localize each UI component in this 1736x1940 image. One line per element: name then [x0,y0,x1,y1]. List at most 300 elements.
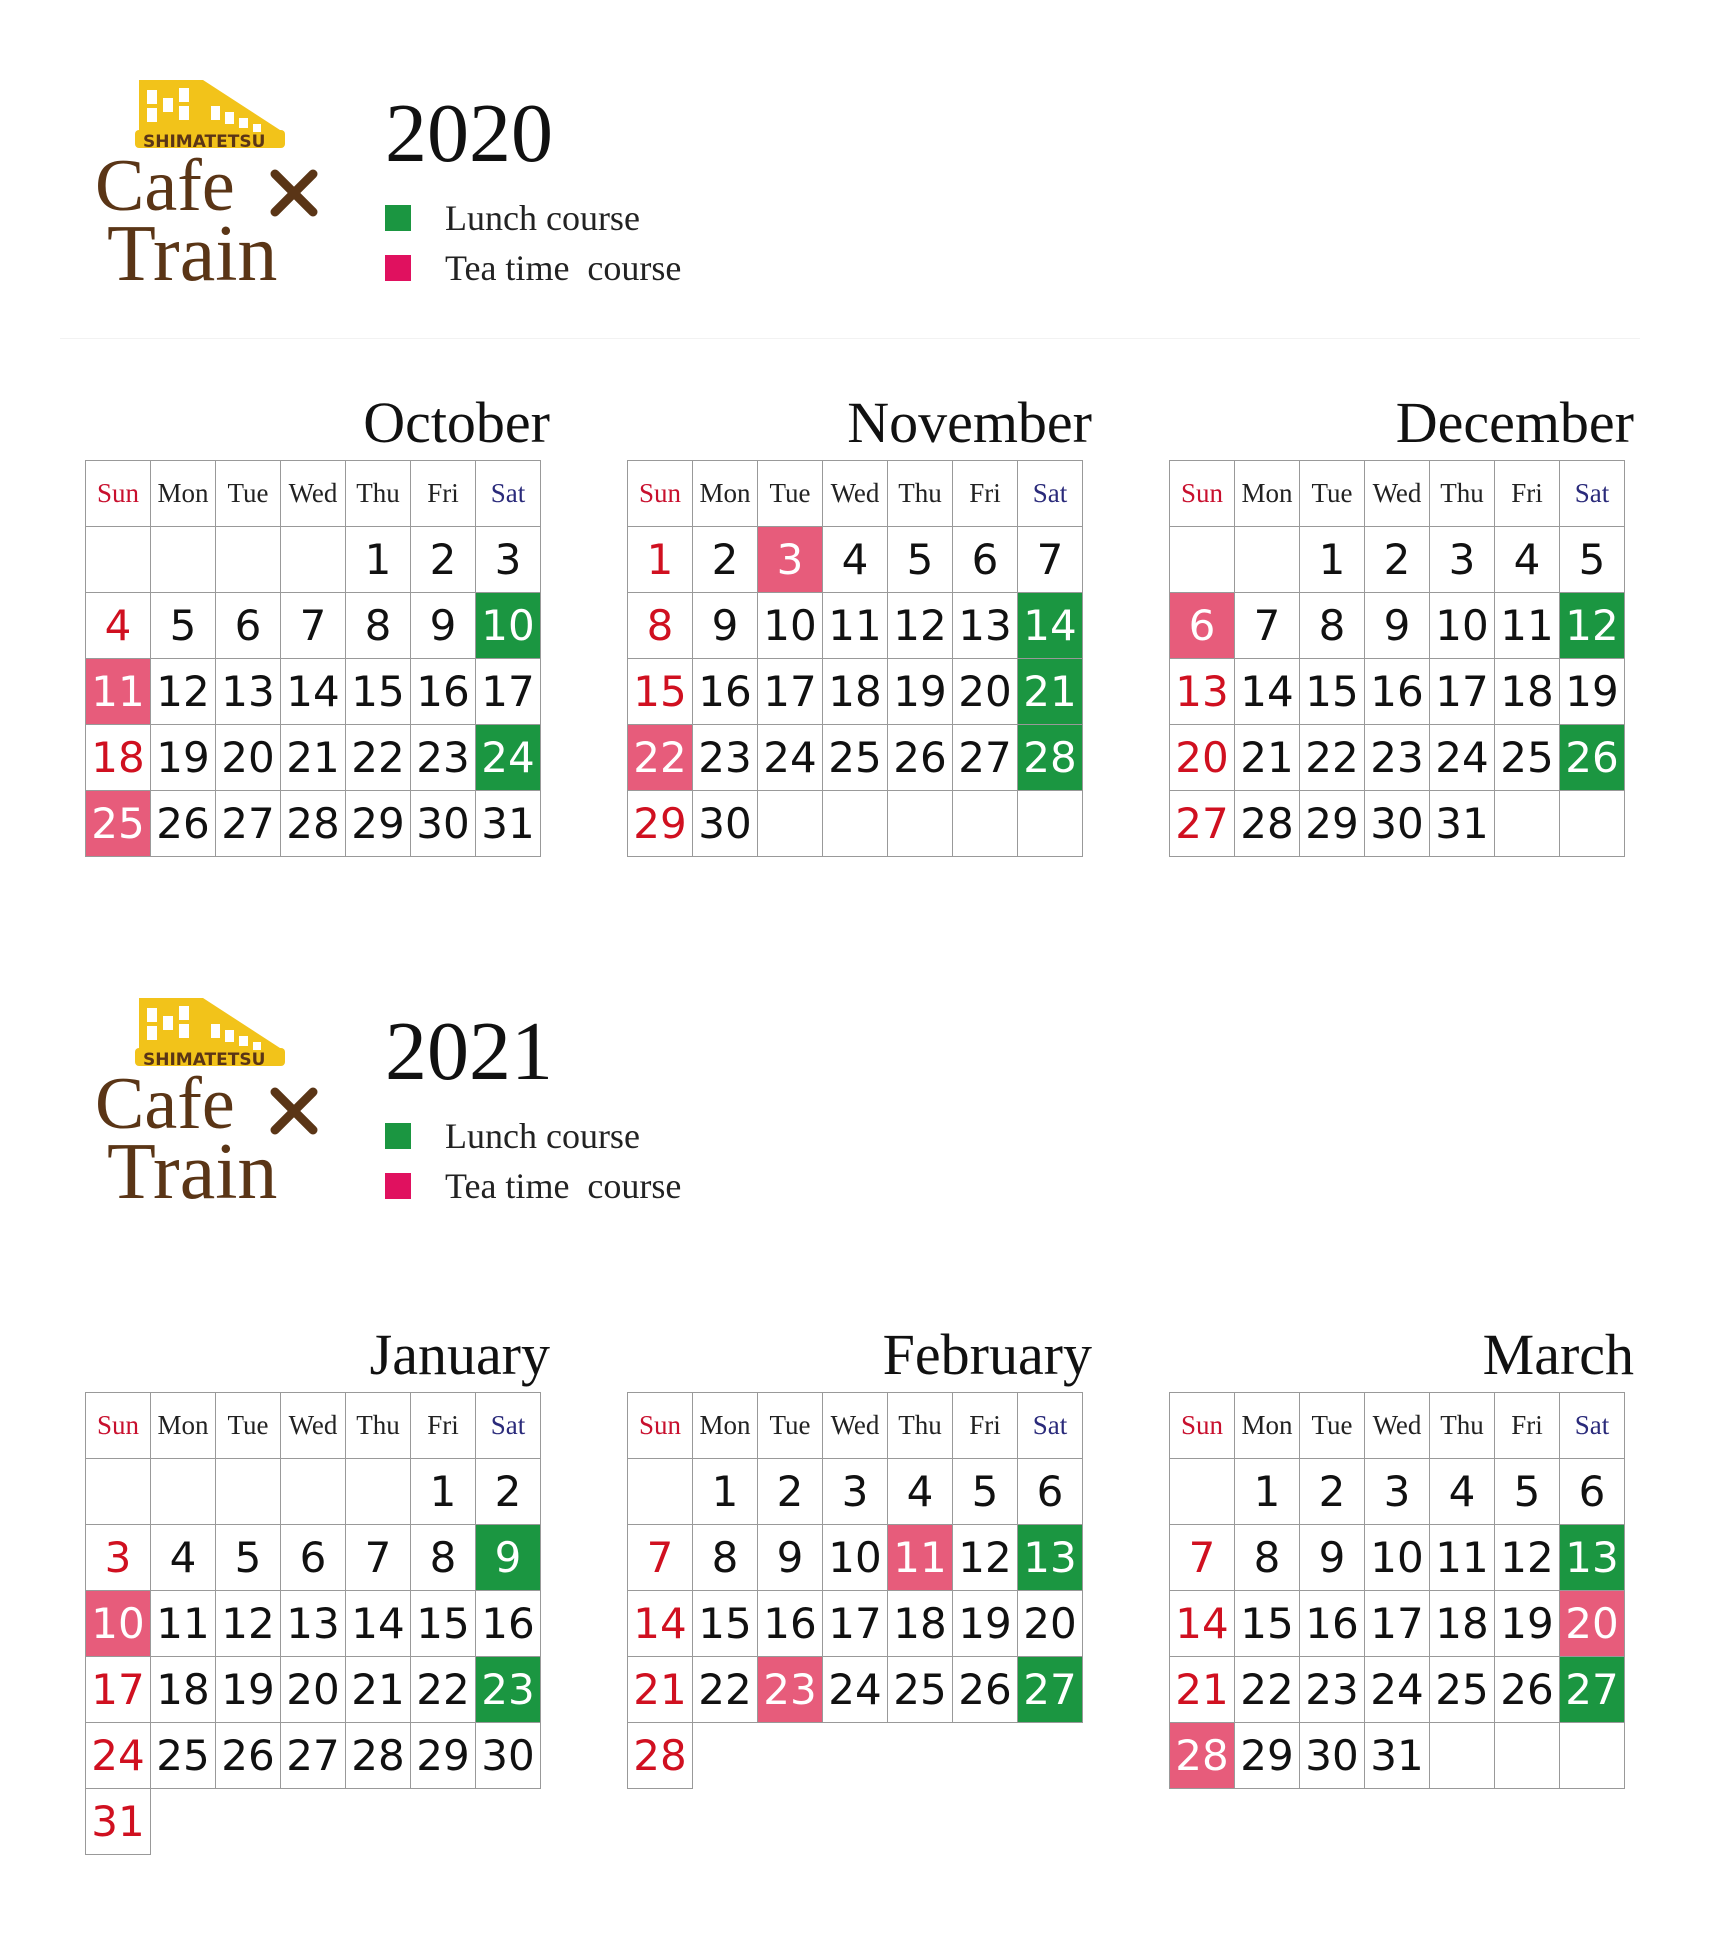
day-cell: 22 [693,1657,758,1723]
day-cell: 5 [216,1525,281,1591]
day-cell: 17 [1430,659,1495,725]
empty-day-cell [281,527,346,593]
svg-text:Train: Train [107,1128,278,1216]
section-header [0,0,1736,300]
empty-space [281,1789,346,1855]
day-cell: 8 [346,593,411,659]
empty-day-cell [86,1459,151,1525]
legend-lunch-label: Lunch course [445,1116,640,1156]
day-cell: 25 [86,791,151,857]
day-cell: 17 [476,659,541,725]
day-cell: 11 [888,1525,953,1591]
year-title: 2020 [385,87,553,180]
day-cell: 17 [1365,1591,1430,1657]
day-cell: 25 [823,725,888,791]
day-cell: 1 [1300,527,1365,593]
weekday-header: Sat [476,1393,541,1459]
weekday-header: Wed [1365,461,1430,527]
day-cell: 14 [628,1591,693,1657]
day-cell: 24 [758,725,823,791]
day-cell: 18 [86,725,151,791]
weekday-header: Fri [411,1393,476,1459]
weekday-header: Thu [888,1393,953,1459]
day-cell: 17 [86,1657,151,1723]
weekday-header: Wed [1365,1393,1430,1459]
weekday-header: Wed [823,1393,888,1459]
weekday-header: Mon [1235,1393,1300,1459]
empty-day-cell [1170,527,1235,593]
day-cell: 14 [1235,659,1300,725]
empty-day-cell [216,527,281,593]
month-name: October [363,390,550,455]
day-cell: 26 [1495,1657,1560,1723]
day-cell: 31 [476,791,541,857]
weekday-header: Mon [693,461,758,527]
empty-day-cell [1018,791,1083,857]
empty-day-cell [1495,791,1560,857]
calendar-grid [1169,1392,1625,1789]
weekday-header: Thu [888,461,953,527]
week-row [1170,1459,1625,1525]
svg-text:Train: Train [107,210,278,298]
day-cell: 7 [628,1525,693,1591]
empty-space [888,1723,953,1789]
day-cell: 2 [476,1459,541,1525]
day-cell: 21 [281,725,346,791]
empty-space [411,1789,476,1855]
empty-day-cell [628,1459,693,1525]
day-cell: 12 [216,1591,281,1657]
empty-day-cell [888,791,953,857]
empty-day-cell [1235,527,1300,593]
logo-train-icon [85,70,355,320]
week-row [86,791,541,857]
weekday-header: Tue [758,461,823,527]
week-row [86,1459,541,1525]
day-cell: 29 [411,1723,476,1789]
empty-day-cell [216,1459,281,1525]
day-cell: 18 [1430,1591,1495,1657]
week-row [628,725,1083,791]
day-cell: 9 [693,593,758,659]
day-cell: 17 [823,1591,888,1657]
day-cell: 27 [1170,791,1235,857]
day-cell: 9 [1365,593,1430,659]
week-row [86,659,541,725]
section-header [0,918,1736,1218]
day-cell: 3 [86,1525,151,1591]
month-name: December [1395,390,1634,455]
week-row [1170,527,1625,593]
day-cell: 15 [1235,1591,1300,1657]
cafe-train-logo [85,70,355,320]
week-row [628,1591,1083,1657]
day-cell: 3 [823,1459,888,1525]
week-row [628,1525,1083,1591]
day-cell: 9 [476,1525,541,1591]
weekday-header: Fri [411,461,476,527]
day-cell: 22 [1235,1657,1300,1723]
calendar-grid [1169,460,1625,857]
week-row [86,593,541,659]
day-cell: 7 [346,1525,411,1591]
day-cell: 23 [411,725,476,791]
day-cell: 9 [1300,1525,1365,1591]
day-cell: 22 [1300,725,1365,791]
day-cell: 24 [1430,725,1495,791]
weekday-header: Thu [1430,461,1495,527]
day-cell: 1 [1235,1459,1300,1525]
week-row [1170,1525,1625,1591]
day-cell: 28 [346,1723,411,1789]
empty-day-cell [758,791,823,857]
day-cell: 27 [953,725,1018,791]
day-cell: 28 [628,1723,693,1789]
day-cell: 4 [1495,527,1560,593]
svg-text:SHIMATETSU: SHIMATETSU [143,1050,266,1070]
weekday-header: Sun [1170,1393,1235,1459]
month-name: January [369,1322,550,1387]
svg-text:Cafe: Cafe [95,1063,235,1145]
day-cell: 4 [823,527,888,593]
day-cell: 3 [758,527,823,593]
empty-day-cell [346,1459,411,1525]
empty-day-cell [1495,1723,1560,1789]
empty-space [346,1789,411,1855]
day-cell: 21 [628,1657,693,1723]
week-row [628,527,1083,593]
day-cell: 6 [281,1525,346,1591]
weekday-header: Tue [216,1393,281,1459]
day-cell: 18 [151,1657,216,1723]
day-cell: 2 [411,527,476,593]
weekday-header: Thu [346,1393,411,1459]
day-cell: 2 [693,527,758,593]
empty-space [953,1723,1018,1789]
day-cell: 24 [476,725,541,791]
day-cell: 26 [953,1657,1018,1723]
day-cell: 14 [346,1591,411,1657]
day-cell: 13 [1170,659,1235,725]
day-cell: 8 [411,1525,476,1591]
day-cell: 2 [1300,1459,1365,1525]
day-cell: 27 [281,1723,346,1789]
day-cell: 29 [1300,791,1365,857]
day-cell: 19 [888,659,953,725]
day-cell: 26 [216,1723,281,1789]
day-cell: 17 [758,659,823,725]
day-cell: 15 [693,1591,758,1657]
day-cell: 27 [216,791,281,857]
lunch-swatch [385,1123,411,1149]
logo-train-icon [85,988,355,1238]
day-cell: 4 [1430,1459,1495,1525]
legend-lunch [385,200,640,236]
day-cell: 6 [1560,1459,1625,1525]
empty-space [476,1789,541,1855]
weekday-header: Sat [1560,1393,1625,1459]
day-cell: 30 [411,791,476,857]
weekday-header: Sat [476,461,541,527]
day-cell: 13 [953,593,1018,659]
month-name: February [882,1322,1092,1387]
day-cell: 15 [411,1591,476,1657]
day-cell: 6 [1018,1459,1083,1525]
weekday-header: Wed [823,461,888,527]
day-cell: 14 [281,659,346,725]
day-cell: 7 [281,593,346,659]
day-cell: 30 [693,791,758,857]
day-cell: 21 [1235,725,1300,791]
legend-tea-label: Tea time course [445,1166,682,1206]
day-cell: 29 [628,791,693,857]
day-cell: 28 [281,791,346,857]
day-cell: 12 [1495,1525,1560,1591]
day-cell: 25 [888,1657,953,1723]
calendar-grid [85,1392,541,1855]
day-cell: 31 [1365,1723,1430,1789]
day-cell: 20 [1170,725,1235,791]
week-row [86,1591,541,1657]
day-cell: 10 [476,593,541,659]
day-cell: 15 [346,659,411,725]
day-cell: 29 [346,791,411,857]
day-cell: 11 [151,1591,216,1657]
day-cell: 8 [628,593,693,659]
day-cell: 27 [1018,1657,1083,1723]
svg-text:SHIMATETSU: SHIMATETSU [143,132,266,152]
day-cell: 21 [1018,659,1083,725]
day-cell: 19 [1560,659,1625,725]
day-cell: 30 [1365,791,1430,857]
weekday-header: Tue [1300,1393,1365,1459]
weekday-header: Tue [216,461,281,527]
legend-tea [385,1168,681,1204]
day-cell: 8 [693,1525,758,1591]
weekday-header: Thu [1430,1393,1495,1459]
day-cell: 7 [1018,527,1083,593]
day-cell: 5 [1495,1459,1560,1525]
weekday-header-row [86,1393,541,1459]
weekday-header: Sat [1018,1393,1083,1459]
weekday-header-row [1170,461,1625,527]
day-cell: 10 [823,1525,888,1591]
weekday-header: Sat [1018,461,1083,527]
day-cell: 3 [1430,527,1495,593]
empty-space [151,1789,216,1855]
day-cell: 19 [216,1657,281,1723]
day-cell: 11 [823,593,888,659]
day-cell: 5 [953,1459,1018,1525]
legend-tea-label: Tea time course [445,248,682,288]
empty-space [216,1789,281,1855]
weekday-header: Sun [86,461,151,527]
week-row [1170,725,1625,791]
empty-space [693,1723,758,1789]
lunch-swatch [385,205,411,231]
day-cell: 27 [1560,1657,1625,1723]
calendar-grid [627,1392,1083,1789]
day-cell: 5 [151,593,216,659]
day-cell: 6 [953,527,1018,593]
week-row [628,659,1083,725]
legend-tea [385,250,681,286]
weekday-header: Fri [1495,1393,1560,1459]
weekday-header: Sat [1560,461,1625,527]
empty-space [823,1723,888,1789]
weekday-header: Sun [86,1393,151,1459]
day-cell: 25 [151,1723,216,1789]
day-cell: 3 [1365,1459,1430,1525]
weekday-header: Mon [1235,461,1300,527]
day-cell: 10 [86,1591,151,1657]
week-row [86,1657,541,1723]
day-cell: 24 [86,1723,151,1789]
day-cell: 24 [823,1657,888,1723]
day-cell: 28 [1018,725,1083,791]
week-row [86,725,541,791]
day-cell: 11 [1430,1525,1495,1591]
legend-lunch [385,1118,640,1154]
weekday-header: Thu [346,461,411,527]
day-cell: 28 [1235,791,1300,857]
month-name: March [1482,1322,1634,1387]
day-cell: 16 [476,1591,541,1657]
day-cell: 16 [1365,659,1430,725]
week-row [628,1459,1083,1525]
day-cell: 23 [693,725,758,791]
day-cell: 9 [411,593,476,659]
tea-swatch [385,1173,411,1199]
day-cell: 20 [1018,1591,1083,1657]
day-cell: 28 [1170,1723,1235,1789]
day-cell: 13 [1018,1525,1083,1591]
month-name: November [847,390,1092,455]
weekday-header: Wed [281,461,346,527]
weekday-header: Wed [281,1393,346,1459]
day-cell: 26 [151,791,216,857]
empty-day-cell [1560,791,1625,857]
day-cell: 25 [1430,1657,1495,1723]
day-cell: 25 [1495,725,1560,791]
weekday-header: Mon [151,461,216,527]
day-cell: 12 [151,659,216,725]
week-row [1170,593,1625,659]
empty-day-cell [953,791,1018,857]
day-cell: 6 [216,593,281,659]
day-cell: 1 [346,527,411,593]
day-cell: 29 [1235,1723,1300,1789]
day-cell: 23 [476,1657,541,1723]
empty-day-cell [151,1459,216,1525]
empty-day-cell [1560,1723,1625,1789]
weekday-header: Sun [1170,461,1235,527]
day-cell: 11 [86,659,151,725]
day-cell: 7 [1170,1525,1235,1591]
week-row [1170,1591,1625,1657]
day-cell: 15 [628,659,693,725]
week-row [628,593,1083,659]
day-cell: 30 [476,1723,541,1789]
day-cell: 26 [888,725,953,791]
day-cell: 3 [476,527,541,593]
day-cell: 22 [628,725,693,791]
day-cell: 10 [758,593,823,659]
empty-day-cell [86,527,151,593]
empty-space [758,1723,823,1789]
empty-space [1018,1723,1083,1789]
week-row [1170,791,1625,857]
day-cell: 2 [758,1459,823,1525]
day-cell: 11 [1495,593,1560,659]
week-row [628,1657,1083,1723]
day-cell: 31 [86,1789,151,1855]
day-cell: 20 [281,1657,346,1723]
week-row [86,527,541,593]
day-cell: 12 [953,1525,1018,1591]
day-cell: 1 [628,527,693,593]
day-cell: 4 [888,1459,953,1525]
day-cell: 22 [411,1657,476,1723]
day-cell: 12 [1560,593,1625,659]
day-cell: 4 [86,593,151,659]
day-cell: 10 [1430,593,1495,659]
day-cell: 1 [693,1459,758,1525]
day-cell: 9 [758,1525,823,1591]
weekday-header: Tue [758,1393,823,1459]
day-cell: 16 [693,659,758,725]
day-cell: 7 [1235,593,1300,659]
day-cell: 14 [1018,593,1083,659]
day-cell: 1 [411,1459,476,1525]
weekday-header: Mon [693,1393,758,1459]
week-row [628,1723,1083,1789]
weekday-header: Mon [151,1393,216,1459]
day-cell: 23 [1300,1657,1365,1723]
day-cell: 5 [888,527,953,593]
week-row [1170,1723,1625,1789]
weekday-header: Tue [1300,461,1365,527]
week-row [86,1525,541,1591]
day-cell: 10 [1365,1525,1430,1591]
day-cell: 19 [151,725,216,791]
day-cell: 23 [758,1657,823,1723]
day-cell: 13 [281,1591,346,1657]
empty-day-cell [151,527,216,593]
day-cell: 18 [888,1591,953,1657]
weekday-header: Fri [953,1393,1018,1459]
weekday-header-row [628,461,1083,527]
day-cell: 5 [1560,527,1625,593]
empty-day-cell [1430,1723,1495,1789]
weekday-header: Sun [628,461,693,527]
day-cell: 13 [1560,1525,1625,1591]
weekday-header: Sun [628,1393,693,1459]
day-cell: 31 [1430,791,1495,857]
tea-swatch [385,255,411,281]
calendar-grid [627,460,1083,857]
day-cell: 18 [1495,659,1560,725]
week-row [1170,659,1625,725]
week-row [1170,1657,1625,1723]
week-row [86,1723,541,1789]
day-cell: 13 [216,659,281,725]
weekday-header: Fri [1495,461,1560,527]
day-cell: 20 [953,659,1018,725]
empty-day-cell [1170,1459,1235,1525]
day-cell: 20 [1560,1591,1625,1657]
day-cell: 19 [953,1591,1018,1657]
